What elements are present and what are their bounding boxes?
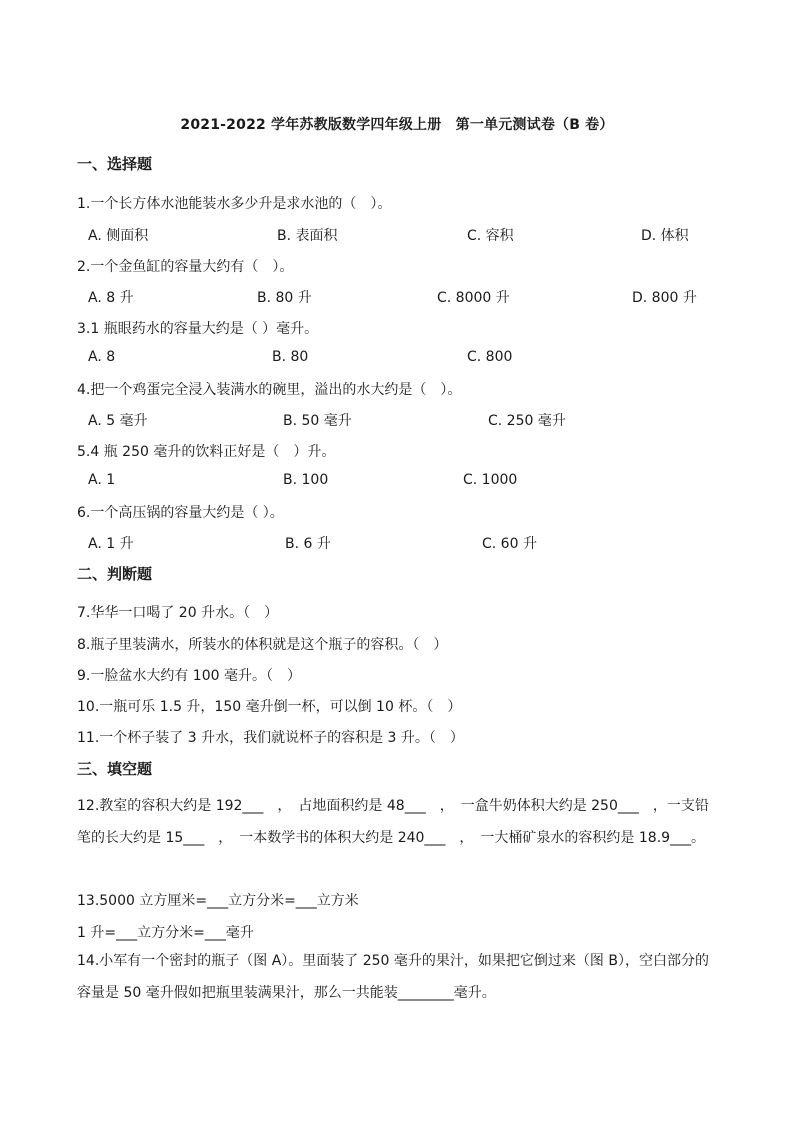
question-8: 8.瓶子里装满水，所装水的体积就是这个瓶子的容积。（ ）: [77, 637, 448, 653]
question-12: 12.教室的容积大约是 192___ ， 占地面积约是 48___ ， 一盒牛奶体积大约是 250___ ，一支铅笔的长大约是 15___ ， 一本数学书的体积大约是 240___ ， 一大桶矿泉水的容积约是 18.9___。: [77, 798, 709, 846]
question-14: 14.小军有一个密封的瓶子（图 A）。里面装了 250 毫升的果汁，如果把它倒过来（图 B），空白部分的容量是 50 毫升假如把瓶里装满果汁，那么一共能装________毫升。: [77, 953, 709, 1001]
q5-option-a: A. 1: [88, 472, 116, 488]
question-6: 6.一个高压锅的容量大约是（ ）。: [77, 505, 284, 521]
section-heading-judge: 二、判断题: [77, 565, 153, 583]
q2-option-c: C. 8000 升: [437, 290, 510, 306]
q4-option-a: A. 5 毫升: [88, 413, 148, 429]
q2-option-d: D. 800 升: [632, 290, 697, 306]
q2-option-b: B. 80 升: [257, 290, 312, 306]
question-1: 1.一个长方体水池能装水多少升是求水池的（ ）。: [77, 196, 392, 212]
q1-option-a: A. 侧面积: [88, 228, 149, 244]
q3-option-b: B. 80: [272, 349, 309, 365]
question-5: 5.4 瓶 250 毫升的饮料正好是（ ）升。: [77, 444, 336, 460]
q5-option-b: B. 100: [283, 472, 329, 488]
question-9: 9.一脸盆水大约有 100 毫升。（ ）: [77, 668, 301, 684]
q1-option-c: C. 容积: [467, 228, 514, 244]
question-11: 11.一个杯子装了 3 升水，我们就说杯子的容积是 3 升。（ ）: [77, 730, 464, 746]
page-title: 2021-2022 学年苏教版数学四年级上册 第一单元测试卷（B 卷）: [180, 117, 614, 133]
section-heading-choice: 一、选择题: [77, 155, 153, 173]
section-heading-fill: 三、填空题: [77, 760, 153, 778]
question-13-line-2: 1 升=___立方分米=___毫升: [77, 925, 254, 941]
q4-option-c: C. 250 毫升: [488, 413, 566, 429]
q1-option-d: D. 体积: [641, 228, 689, 244]
q1-option-b: B. 表面积: [277, 228, 338, 244]
q6-option-a: A. 1 升: [88, 536, 134, 552]
q6-option-c: C. 60 升: [482, 536, 537, 552]
q6-option-b: B. 6 升: [285, 536, 331, 552]
question-7: 7.华华一口喝了 20 升水。（ ）: [77, 605, 279, 621]
question-3: 3.1 瓶眼药水的容量大约是（ ）毫升。: [77, 321, 319, 337]
question-10: 10.一瓶可乐 1.5 升，150 毫升倒一杯，可以倒 10 杯。（ ）: [77, 699, 462, 715]
question-13-line-1: 13.5000 立方厘米=___立方分米=___立方米: [77, 893, 359, 909]
q3-option-a: A. 8: [88, 349, 116, 365]
q3-option-c: C. 800: [467, 349, 513, 365]
question-4: 4.把一个鸡蛋完全浸入装满水的碗里，溢出的水大约是（ ）。: [77, 382, 462, 398]
q2-option-a: A. 8 升: [88, 290, 134, 306]
question-2: 2.一个金鱼缸的容量大约有（ ）。: [77, 259, 294, 275]
q5-option-c: C. 1000: [463, 472, 518, 488]
q4-option-b: B. 50 毫升: [283, 413, 352, 429]
